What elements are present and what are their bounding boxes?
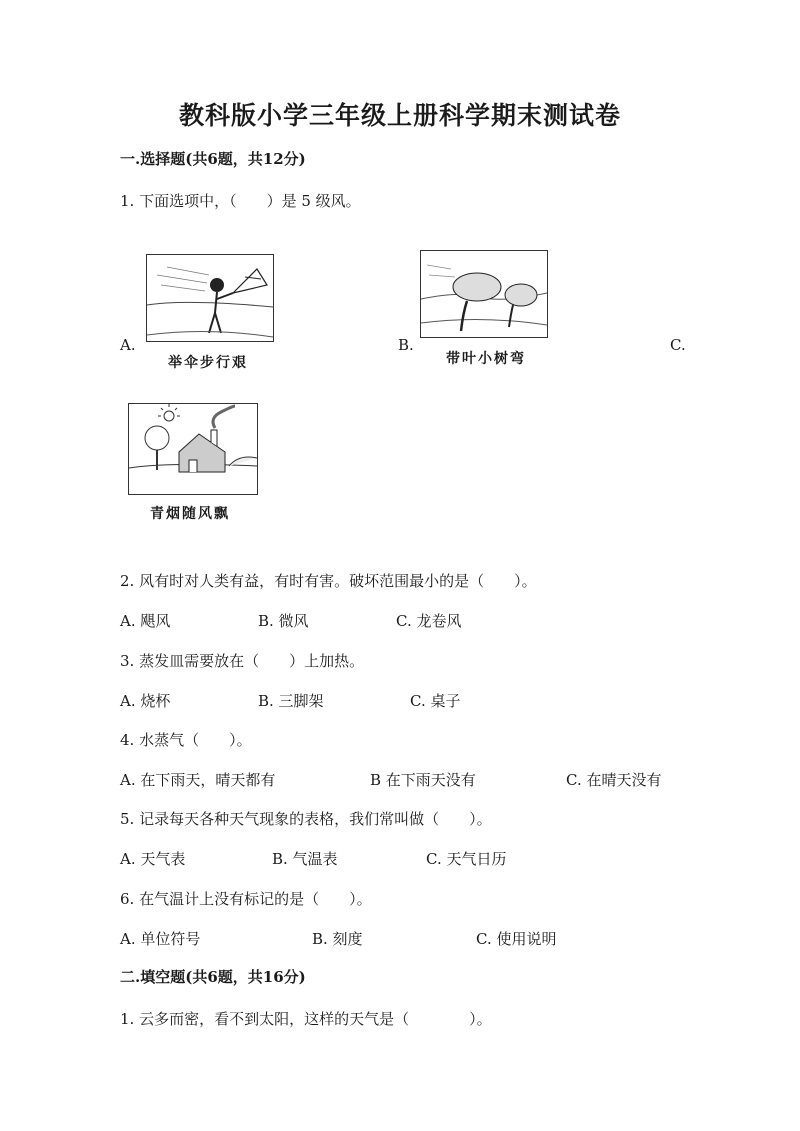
umbrella-walker-illustration bbox=[146, 254, 274, 342]
q1-option-b-caption: 带叶小树弯 bbox=[446, 351, 526, 367]
q1-option-a-letter: A. bbox=[120, 336, 136, 354]
section-header-multiple-choice: 一.选择题(共6题，共12分) bbox=[120, 150, 306, 168]
q6-option-b: B. 刻度 bbox=[312, 930, 363, 948]
q3-option-a: A. 烧杯 bbox=[120, 692, 171, 710]
q5-option-c: C. 天气日历 bbox=[426, 850, 507, 868]
page-title: 教科版小学三年级上册科学期末测试卷 bbox=[178, 101, 621, 130]
question-4-text: 4. 水蒸气（ ）。 bbox=[120, 731, 252, 749]
q5-option-a: A. 天气表 bbox=[120, 850, 186, 868]
fill-question-1-text: 1. 云多而密，看不到太阳，这样的天气是（ ）。 bbox=[120, 1010, 492, 1028]
q2-option-a: A. 飓风 bbox=[120, 612, 171, 630]
q6-option-a: A. 单位符号 bbox=[120, 930, 201, 948]
question-2-text: 2. 风有时对人类有益，有时有害。破坏范围最小的是（ ）。 bbox=[120, 572, 537, 590]
q2-option-b: B. 微风 bbox=[258, 612, 309, 630]
q4-option-b: B 在下雨天没有 bbox=[370, 771, 476, 789]
q3-option-c: C. 桌子 bbox=[410, 692, 461, 710]
q6-option-c: C. 使用说明 bbox=[476, 930, 557, 948]
q1-option-c-letter: C. bbox=[670, 336, 686, 354]
question-3-text: 3. 蒸发皿需要放在（ ）上加热。 bbox=[120, 652, 365, 670]
q5-option-b: B. 气温表 bbox=[272, 850, 338, 868]
q4-option-c: C. 在晴天没有 bbox=[566, 771, 662, 789]
q2-option-c: C. 龙卷风 bbox=[396, 612, 462, 630]
question-1-text: 1. 下面选项中，（ ）是 5 级风。 bbox=[120, 192, 361, 210]
q1-option-b-letter: B. bbox=[398, 336, 414, 354]
q3-option-b: B. 三脚架 bbox=[258, 692, 324, 710]
q1-option-c-caption: 青烟随风飘 bbox=[150, 506, 230, 522]
question-6-text: 6. 在气温计上没有标记的是（ ）。 bbox=[120, 890, 372, 908]
question-5-text: 5. 记录每天各种天气现象的表格，我们常叫做（ ）。 bbox=[120, 810, 492, 828]
q4-option-a: A. 在下雨天，晴天都有 bbox=[120, 771, 276, 789]
q1-option-a-caption: 举伞步行艰 bbox=[168, 355, 248, 371]
house-smoke-illustration bbox=[128, 403, 258, 495]
bending-trees-illustration bbox=[420, 250, 548, 338]
section-header-fill-in: 二.填空题(共6题，共16分) bbox=[120, 968, 306, 986]
